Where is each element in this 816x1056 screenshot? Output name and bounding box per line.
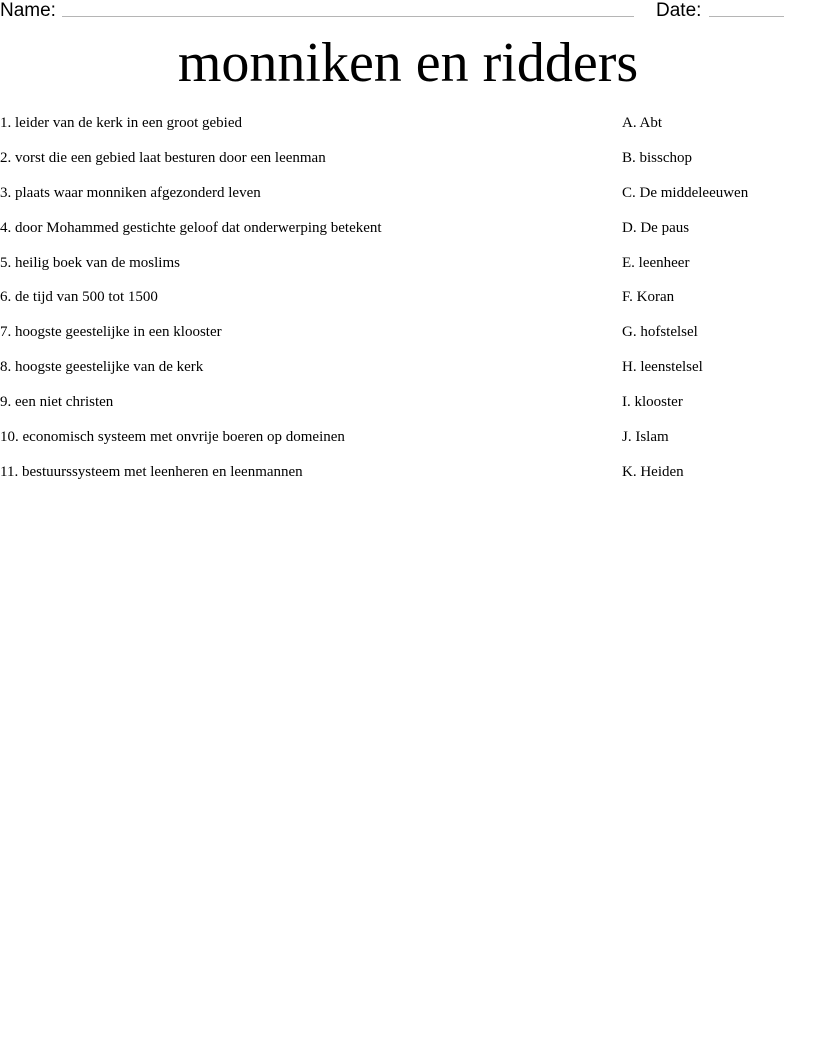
question-item: 9. een niet christen	[0, 394, 114, 411]
answer-item: H. leenstelsel	[622, 359, 703, 376]
name-blank-line	[62, 16, 634, 17]
question-item: 7. hoogste geestelijke in een klooster	[0, 324, 222, 341]
question-item: 8. hoogste geestelijke van de kerk	[0, 359, 204, 376]
question-item: 11. bestuurssysteem met leenheren en leenmannen	[0, 463, 303, 480]
question-item: 3. plaats waar monniken afgezonderd leven	[0, 184, 261, 201]
answer-item: E. leenheer	[622, 254, 690, 271]
answer-item: B. bisschop	[622, 149, 693, 166]
question-item: 6. de tijd van 500 tot 1500	[0, 289, 158, 306]
answer-item: K. Heiden	[622, 463, 684, 480]
worksheet-header	[0, 0, 816, 24]
question-item: 5. heilig boek van de moslims	[0, 254, 180, 271]
worksheet-title: monniken en ridders	[177, 32, 639, 94]
answer-item: D. De paus	[622, 219, 690, 236]
answer-item: C. De middeleeuwen	[622, 184, 749, 201]
date-blank-line	[709, 16, 784, 17]
question-item: 4. door Mohammed gestichte geloof dat onderwerping betekent	[0, 219, 382, 236]
answer-item: J. Islam	[622, 429, 669, 446]
question-item: 2. vorst die een gebied laat besturen door een leenman	[0, 149, 326, 166]
question-list	[0, 113, 600, 497]
answer-item: I. klooster	[622, 394, 683, 411]
answer-item: G. hofstelsel	[622, 324, 698, 341]
answer-item: A. Abt	[622, 115, 663, 131]
answer-item: F. Koran	[622, 289, 675, 306]
answer-list	[622, 113, 812, 497]
name-label: Name:	[0, 0, 56, 21]
question-item: 10. economisch systeem met onvrije boeren op domeinen	[0, 429, 345, 446]
date-label: Date:	[656, 0, 702, 21]
question-item: 1. leider van de kerk in een groot gebied	[0, 115, 242, 131]
